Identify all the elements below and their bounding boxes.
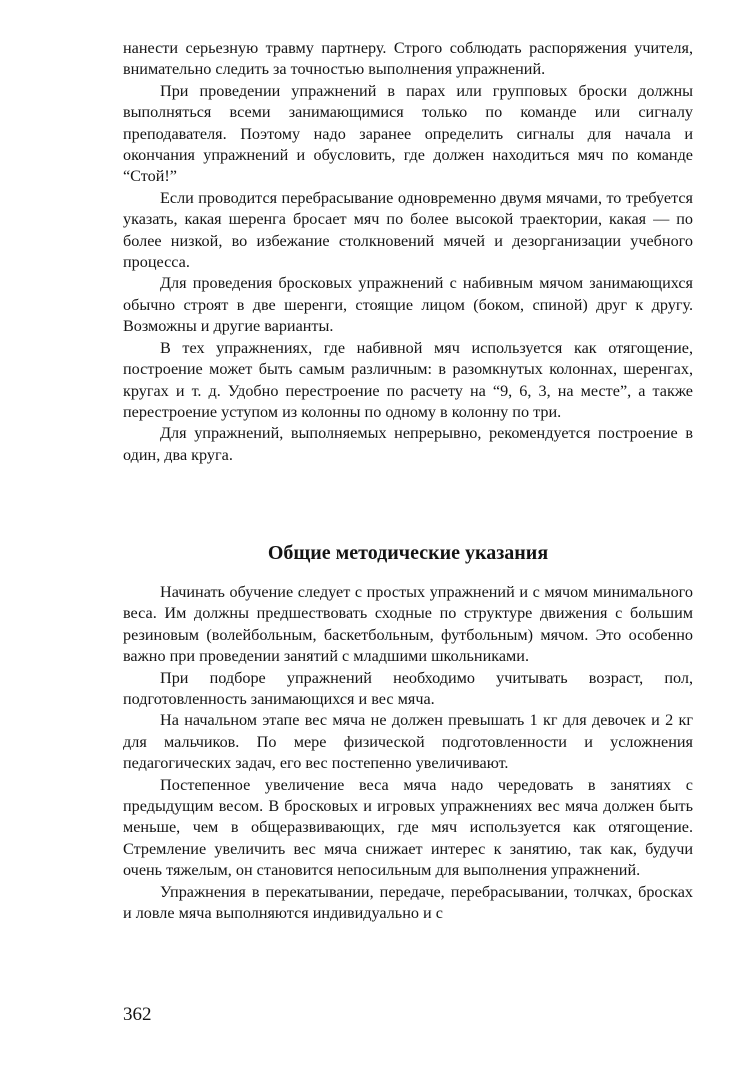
paragraph: Постепенное увеличение веса мяча надо чередовать в занятиях с предыдущим весом. В бросковых и игровых упражнениях вес мяча должен быть меньше, чем в общеразвивающих, где мяч используется как отягощение. Стремление увеличить вес мяча снижает интерес к занятию, так как, будучи очень тяжелым, он становится непосильным для выполнения упражнений.	[123, 775, 693, 880]
paragraph: На начальном этапе вес мяча не должен превышать 1 кг для девочек и 2 кг для мальчиков. По мере физической подготовленности и усложнения педагогических задач, его вес постепенно увеличивают.	[123, 711, 693, 773]
paragraph: Если проводится перебрасывание одновременно двумя мячами, то требуется указать, какая шеренга бросает мяч по более высокой траектории, какая — по более низкой, во избежание столкновений мячей и дезорганизации учебного процесса.	[123, 188, 693, 272]
paragraph: Начинать обучение следует с простых упражнений и с мячом минимального веса. Им должны предшествовать сходные по структуре движения с большим резиновым (волейбольным, баскетбольным, футбольным) мячом. Это особенно важно при проведении занятий с младшими школьниками.	[123, 583, 693, 666]
paragraph: При подборе упражнений необходимо учитывать возраст, пол, подготовленность занимающихся и вес мяча.	[123, 668, 693, 709]
section-heading: Общие методические указания	[267, 542, 549, 564]
page-number: 362	[123, 1004, 152, 1025]
paragraph: Упражнения в перекатывании, передаче, перебрасывании, толчках, бросках и ловле мяча выполняются индивидуально и с	[123, 882, 693, 923]
text-block-before-heading	[123, 38, 693, 466]
paragraph-continued: нанести серьезную травму партнеру. Строго соблюдать распоряжения учителя, внимательно следить за точностью выполнения упражнений.	[123, 39, 693, 79]
paragraph: В тех упражнениях, где набивной мяч используется как отягощение, построение может быть самым различным: в разомкнутых колоннах, шеренгах, кругах и т. д. Удобно перестроение по расчету на “9, 6, 3, на месте”, а также перестроение уступом из колонны по одному в колонну по три.	[123, 338, 693, 421]
paragraph: При проведении упражнений в парах или групповых броски должны выполняться всеми занимающимися только по команде или сигналу преподавателя. Поэтому надо заранее определить сигналы для начала и окончания упражнений и обусловить, где должен находиться мяч по команде “Стой!”	[123, 81, 693, 186]
text-block-after-heading	[123, 582, 693, 925]
paragraph: Для проведения бросковых упражнений с набивным мячом занимающихся обычно строят в две шеренги, стоящие лицом (боком, спиной) друг к другу. Возможны и другие варианты.	[123, 274, 693, 336]
paragraph: Для упражнений, выполняемых непрерывно, рекомендуется построение в один, два круга.	[123, 424, 693, 464]
